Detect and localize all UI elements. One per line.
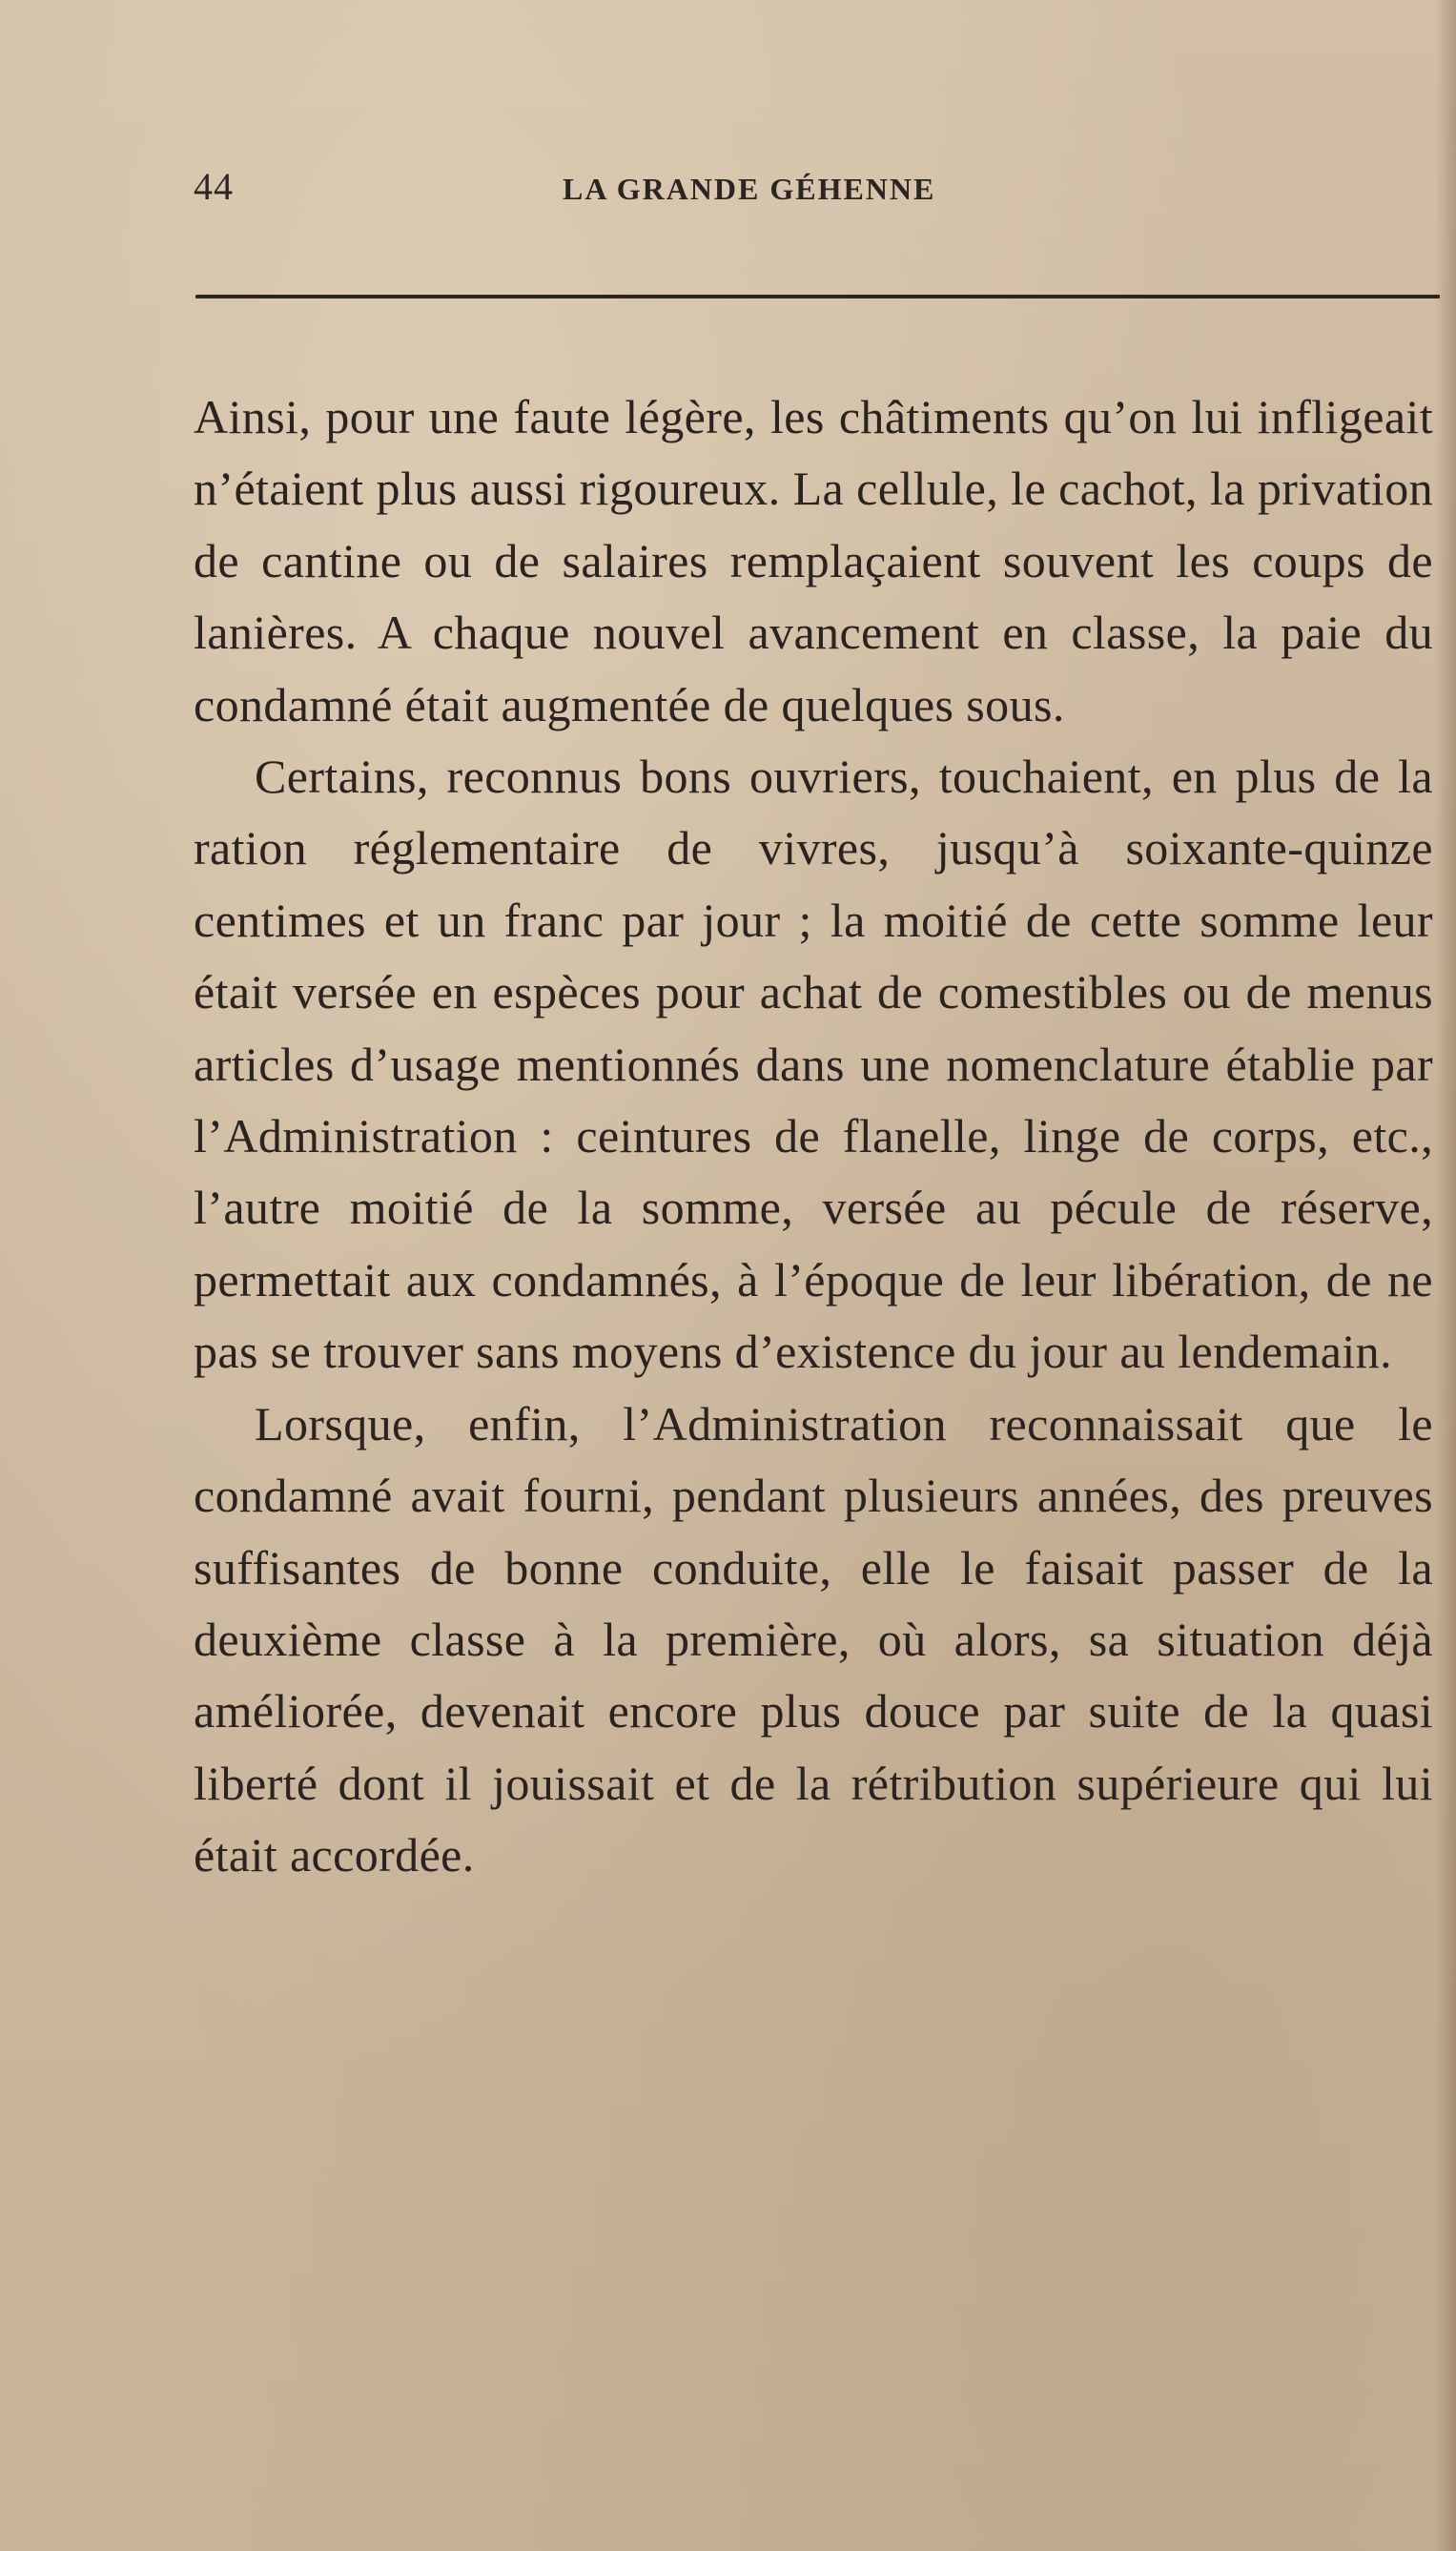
- page-edge-shadow: [1435, 0, 1456, 2551]
- page-number: 44: [194, 165, 234, 208]
- header-rule: [195, 295, 1440, 298]
- paragraph-1: Ainsi, pour une faute légère, les châtiments qu’on lui infligeait n’étaient plus aussi rigoureux. La cellule, le cachot, la privation de cantine ou de salaires remplaçaient souvent les coups de lanières. A chaque nouvel avancement en classe, la paie du condamné était augmentée de quelques sous.: [194, 390, 1433, 731]
- body-text: [194, 381, 1433, 1892]
- paragraph-2: Certains, reconnus bons ouvriers, touchaient, en plus de la ration réglementaire de vivres, jusqu’à soixante-quinze centimes et un franc par jour ; la moitié de cette somme leur était versée en espèces pour achat de comestibles ou de menus articles d’usage mentionnés dans une nomenclature établie par l’Administration : ceintures de flanelle, linge de corps, etc., l’autre moitié de la somme, versée au pécule de réserve, permettait aux condamnés, à l’époque de leur libération, de ne pas se trouver sans moyens d’existence du jour au lendemain.: [194, 750, 1433, 1379]
- book-title: LA GRANDE GÉHENNE: [563, 172, 936, 206]
- running-head: [0, 164, 1456, 221]
- paragraph-3: Lorsque, enfin, l’Administration reconnaissait que le condamné avait fourni, pendant plusieurs années, des preuves suffisantes de bonne conduite, elle le faisait passer de la deuxième classe à la première, où alors, sa situation déjà améliorée, devenait encore plus douce par suite de la quasi liberté dont il jouissait et de la rétribution supérieure qui lui était accordée.: [194, 1396, 1433, 1882]
